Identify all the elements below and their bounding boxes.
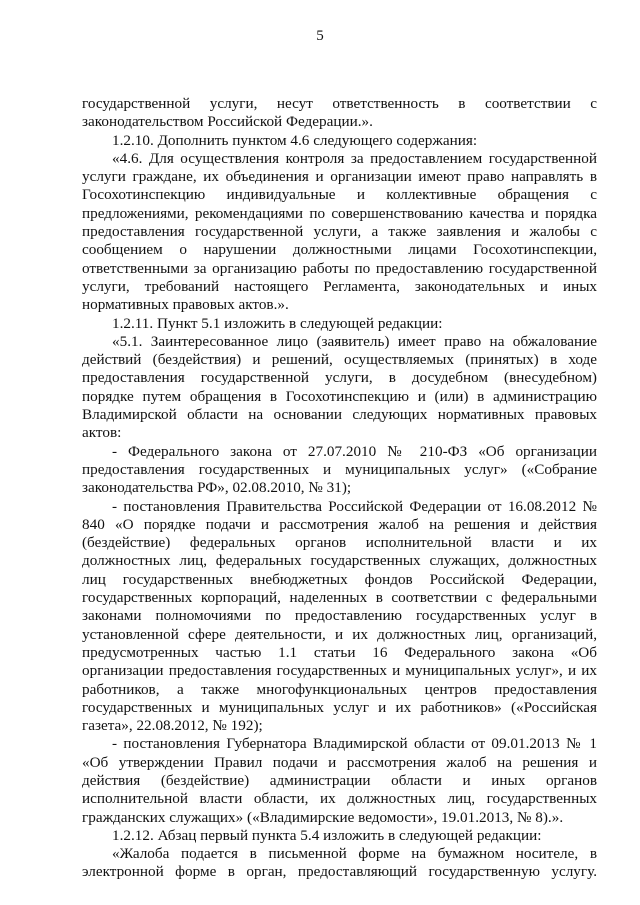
text-line: лиц государственных внебюджетных фондов Российской Федерации, xyxy=(82,570,597,588)
text-line: услуги граждане, их объединения и организации имеют право направлять в xyxy=(82,168,597,186)
text-line: электронной форме в орган, предоставляющий государственную услугу. xyxy=(82,863,597,881)
text-line: установленной сфере деятельности, и их должностных лиц, организаций, xyxy=(82,625,597,643)
text-line: должностных лиц, федеральных государственных служащих, должностных xyxy=(82,552,597,570)
text-line: государственных и муниципальных услуг и их работников» («Российская xyxy=(82,698,597,716)
text-line: - постановления Губернатора Владимирской области от 09.01.2013 № 1 xyxy=(112,735,597,753)
text-line: Госохотинспекцию индивидуальные и коллективные обращения с xyxy=(82,186,597,204)
text-line: (бездействие) федеральных органов исполнительной власти и их xyxy=(82,534,597,552)
text-line: - Федерального закона от 27.07.2010 № 210-ФЗ «Об организации xyxy=(112,442,597,460)
text-line: работников, а также многофункциональных центров предоставления xyxy=(82,680,597,698)
text-line: актов: xyxy=(82,424,122,442)
document-body xyxy=(82,95,597,882)
text-line: исполнительной власти области, их должностных лиц, государственных xyxy=(82,790,597,808)
text-line: действия (бездействие) администрации области и иных органов xyxy=(82,771,597,789)
text-line: «5.1. Заинтересованное лицо (заявитель) имеет право на обжалование xyxy=(112,332,597,350)
text-line: Владимирской области на основании следующих нормативных правовых xyxy=(82,406,597,424)
text-line: государственных корпораций, наделенных в соответствии с федеральными xyxy=(82,589,597,607)
text-line: ответственными за организацию работы по предоставлению государственной xyxy=(82,259,597,277)
text-line: предложениями, рекомендациями по совершенствованию качества и порядка xyxy=(82,204,597,222)
text-line: действий (бездействия) и решений, осуществляемых (принятых) в ходе xyxy=(82,351,597,369)
text-line: - постановления Правительства Российской Федерации от 16.08.2012 № xyxy=(112,497,597,515)
text-line: 1.2.12. Абзац первый пункта 5.4 изложить в следующей редакции: xyxy=(112,826,542,844)
text-line: «4.6. Для осуществления контроля за предоставлением государственной xyxy=(112,149,597,167)
page-number: 5 xyxy=(316,28,324,44)
text-line: порядке путем обращения в Госохотинспекцию и (или) в администрацию xyxy=(82,387,597,405)
text-line: гражданских служащих» («Владимирские ведомости», 19.01.2013, № 8).». xyxy=(82,808,564,826)
text-line: предоставления государственных и муниципальных услуг» («Собрание xyxy=(82,460,597,478)
text-line: предоставления государственной услуги, а также заявления и жалобы с xyxy=(82,223,597,241)
text-line: нормативных правовых актов.». xyxy=(82,296,289,314)
text-line: 1.2.10. Дополнить пунктом 4.6 следующего содержания: xyxy=(112,131,478,149)
text-line: 840 «О порядке подачи и рассмотрения жалоб на решения и действия xyxy=(82,515,597,533)
text-line: «Жалоба подается в письменной форме на бумажном носителе, в xyxy=(112,845,597,863)
text-line: сообщением о нарушении должностными лицами Госохотинспекции, xyxy=(82,241,597,259)
text-line: законодательства РФ», 02.08.2010, № 31); xyxy=(82,479,352,497)
text-line: предоставления государственной услуги, в досудебном (внесудебном) xyxy=(82,369,597,387)
text-line: газета», 22.08.2012, № 192); xyxy=(82,717,263,735)
text-line: государственной услуги, несут ответственность в соответствии с xyxy=(82,95,597,112)
text-line: 1.2.11. Пункт 5.1 изложить в следующей редакции: xyxy=(112,314,443,332)
text-line: услуги, требований настоящего Регламента, законодательных и иных xyxy=(82,277,597,295)
text-line: «Об утверждении Правил подачи и рассмотрения жалоб на решения и xyxy=(82,753,597,771)
text-line: организации предоставления государственных и муниципальных услуг», и их xyxy=(82,662,597,680)
text-line: законодательством Российской Федерации.». xyxy=(82,113,373,131)
text-line: предусмотренных частью 1.1 статьи 16 Федерального закона «Об xyxy=(82,643,597,661)
text-line: законами полномочиями по предоставлению государственных услуг в xyxy=(82,607,597,625)
